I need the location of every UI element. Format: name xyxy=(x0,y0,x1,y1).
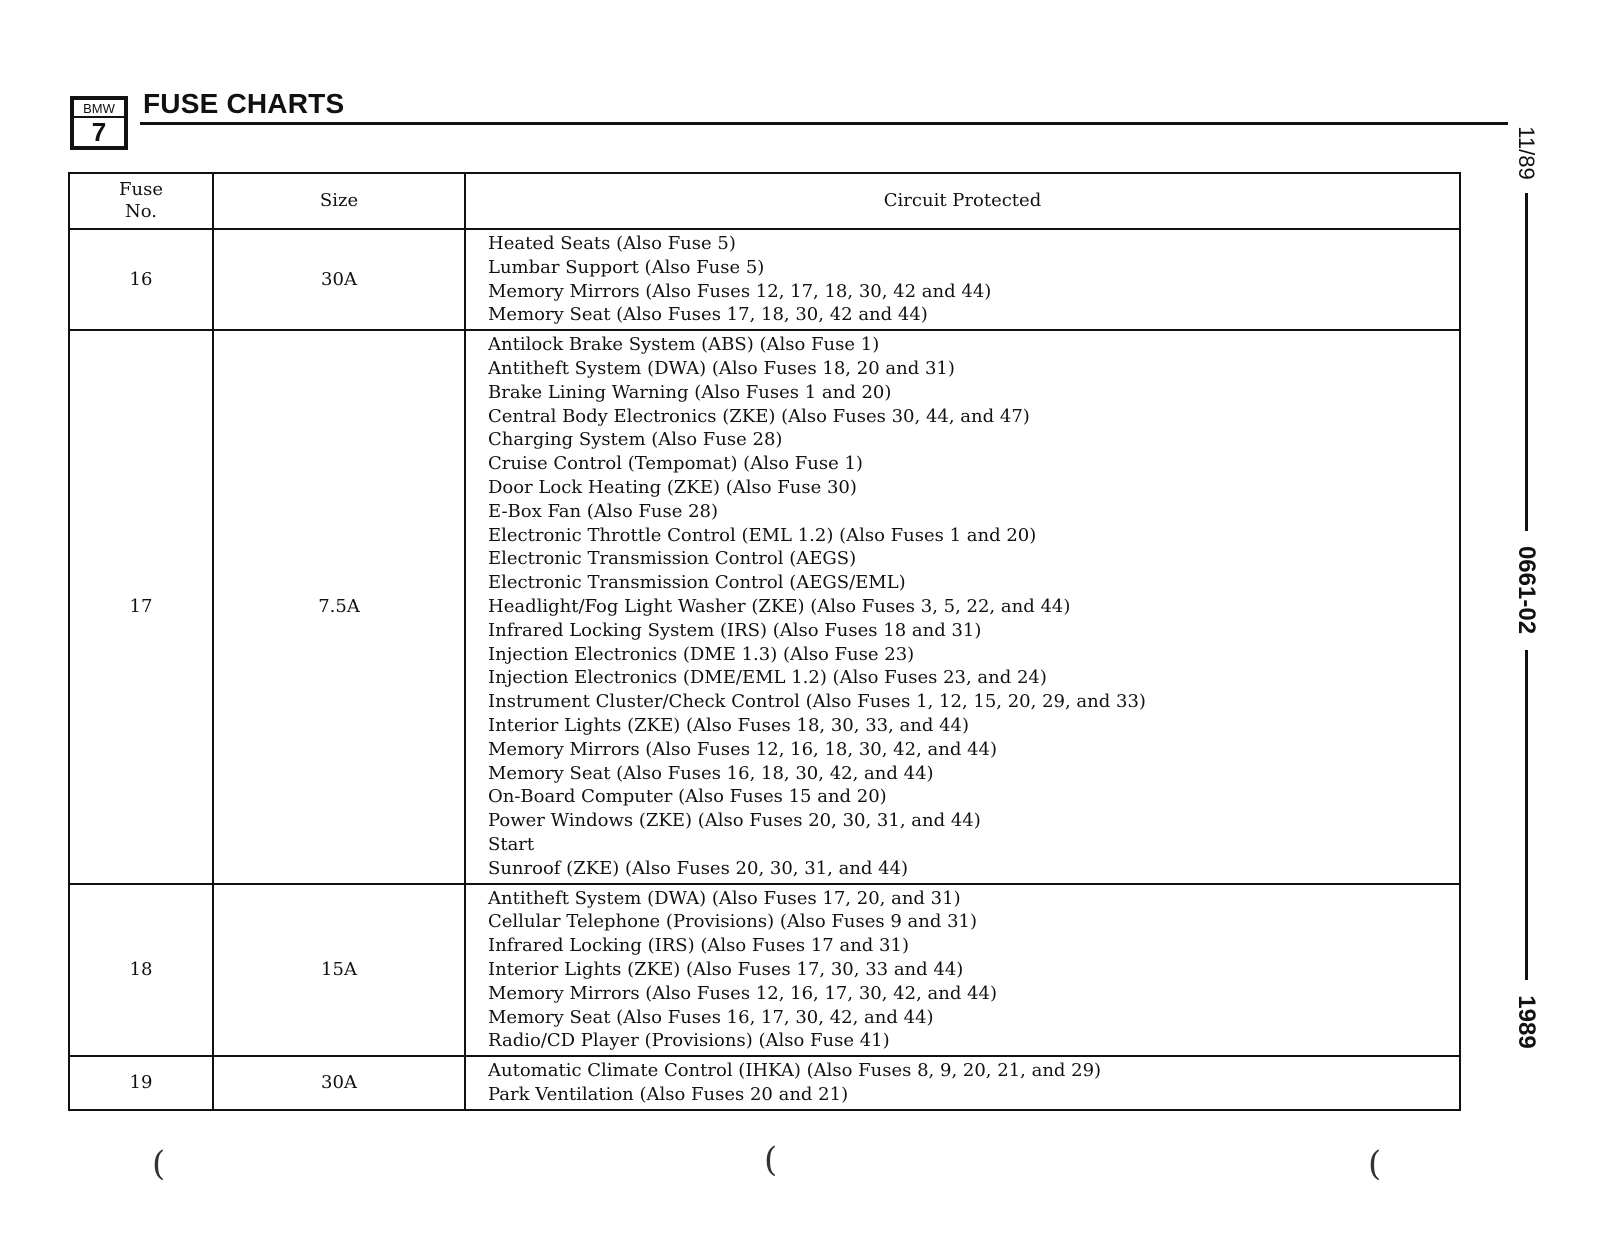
fuse-size: 15A xyxy=(213,884,465,1057)
circuit-item: Heated Seats (Also Fuse 5) xyxy=(488,233,736,254)
table-row xyxy=(69,1056,1460,1110)
circuit-list xyxy=(465,1056,1460,1110)
side-rule xyxy=(1525,650,1528,980)
circuit-list xyxy=(465,330,1460,883)
circuit-item: Brake Lining Warning (Also Fuses 1 and 20) xyxy=(488,381,892,403)
circuit-item: Antitheft System (DWA) (Also Fuses 17, 20, and 31) xyxy=(488,887,961,909)
page-title: FUSE CHARTS xyxy=(143,88,345,119)
table-row xyxy=(69,884,1460,1057)
circuit-item: Memory Seat (Also Fuses 17, 18, 30, 42 and 44) xyxy=(488,304,928,326)
logo-series: 7 xyxy=(91,117,107,147)
circuit-item: Interior Lights (ZKE) (Also Fuses 17, 30, 33 and 44) xyxy=(488,958,964,980)
circuit-item: Cellular Telephone (Provisions) (Also Fuses 9 and 31) xyxy=(488,911,978,933)
circuit-item: Injection Electronics (DME/EML 1.2) (Also Fuses 23, and 24) xyxy=(488,667,1047,689)
circuit-item: Memory Mirrors (Also Fuses 12, 16, 17, 30, 42, and 44) xyxy=(488,982,998,1004)
table-row xyxy=(69,229,1460,330)
circuit-item: Door Lock Heating (ZKE) (Also Fuse 30) xyxy=(488,476,857,498)
fuse-rows xyxy=(69,229,1460,1110)
circuit-item: Park Ventilation (Also Fuses 20 and 21) xyxy=(488,1083,849,1105)
header-fuse-no-line1: Fuse xyxy=(119,179,163,200)
side-code: 0661-02 xyxy=(1513,545,1540,635)
circuit-item: Antitheft System (DWA) (Also Fuses 18, 20 and 31) xyxy=(488,357,955,379)
side-date: 11/89 xyxy=(1514,126,1539,180)
header-circuit: Circuit Protected xyxy=(465,173,1460,229)
circuit-list xyxy=(465,229,1460,330)
circuit-item: Headlight/Fog Light Washer (ZKE) (Also Fuses 3, 5, 22, and 44) xyxy=(488,595,1071,617)
table-header-row xyxy=(69,173,1460,229)
fuse-number: 18 xyxy=(69,884,213,1057)
fuse-number: 16 xyxy=(69,229,213,330)
side-year: 1989 xyxy=(1513,995,1540,1049)
side-rule xyxy=(1525,193,1528,531)
fuse-size: 7.5A xyxy=(213,330,465,883)
circuit-item: E-Box Fan (Also Fuse 28) xyxy=(488,500,719,522)
circuit-item: Sunroof (ZKE) (Also Fuses 20, 30, 31, and 44) xyxy=(488,857,909,879)
circuit-item: On-Board Computer (Also Fuses 15 and 20) xyxy=(488,786,887,808)
circuit-item: Electronic Transmission Control (AEGS) xyxy=(488,548,857,570)
circuit-item: Electronic Transmission Control (AEGS/EML) xyxy=(488,572,906,594)
fuse-number: 19 xyxy=(69,1056,213,1110)
circuit-item: Antilock Brake System (ABS) (Also Fuse 1) xyxy=(488,334,880,356)
side-margin xyxy=(1511,115,1541,1055)
circuit-item: Memory Seat (Also Fuses 16, 18, 30, 42, and 44) xyxy=(488,762,934,784)
circuit-item: Injection Electronics (DME 1.3) (Also Fuse 23) xyxy=(488,643,915,665)
binding-mark: ( xyxy=(764,1140,778,1180)
header-fuse-no-line2: No. xyxy=(125,201,157,222)
circuit-item: Automatic Climate Control (IHKA) (Also Fuses 8, 9, 20, 21, and 29) xyxy=(488,1060,1102,1082)
logo-brand: BMW xyxy=(74,102,124,118)
circuit-item: Memory Mirrors (Also Fuses 12, 16, 18, 30, 42, and 44) xyxy=(488,738,998,760)
fuse-size: 30A xyxy=(213,1056,465,1110)
circuit-item: Start xyxy=(488,833,535,855)
bmw-7-logo xyxy=(70,96,128,150)
circuit-item: Electronic Throttle Control (EML 1.2) (Also Fuses 1 and 20) xyxy=(488,524,1037,546)
header-fuse-no xyxy=(69,173,213,229)
circuit-item: Power Windows (ZKE) (Also Fuses 20, 30, 31, and 44) xyxy=(488,810,981,832)
circuit-item: Charging System (Also Fuse 28) xyxy=(488,429,783,451)
circuit-item: Infrared Locking (IRS) (Also Fuses 17 and 31) xyxy=(488,935,909,957)
title-rule xyxy=(140,122,1508,125)
circuit-item: Lumbar Support (Also Fuse 5) xyxy=(488,256,765,278)
binding-mark: ( xyxy=(152,1144,166,1184)
fuse-number: 17 xyxy=(69,330,213,883)
circuit-item: Central Body Electronics (ZKE) (Also Fuses 30, 44, and 47) xyxy=(488,405,1030,427)
circuit-item: Radio/CD Player (Provisions) (Also Fuse 41) xyxy=(488,1030,890,1052)
circuit-item: Memory Mirrors (Also Fuses 12, 17, 18, 30, 42 and 44) xyxy=(488,280,992,302)
circuit-item: Instrument Cluster/Check Control (Also Fuses 1, 12, 15, 20, 29, and 33) xyxy=(488,691,1146,713)
header-size: Size xyxy=(213,173,465,229)
circuit-item: Interior Lights (ZKE) (Also Fuses 18, 30, 33, and 44) xyxy=(488,714,970,736)
circuit-item: Infrared Locking System (IRS) (Also Fuses 18 and 31) xyxy=(488,619,982,641)
fuse-size: 30A xyxy=(213,229,465,330)
binding-mark: ( xyxy=(1368,1144,1382,1184)
circuit-list xyxy=(465,884,1460,1057)
fuse-table xyxy=(68,172,1461,1111)
circuit-item: Memory Seat (Also Fuses 16, 17, 30, 42, and 44) xyxy=(488,1006,934,1028)
table-row xyxy=(69,330,1460,883)
circuit-item: Cruise Control (Tempomat) (Also Fuse 1) xyxy=(488,453,863,475)
